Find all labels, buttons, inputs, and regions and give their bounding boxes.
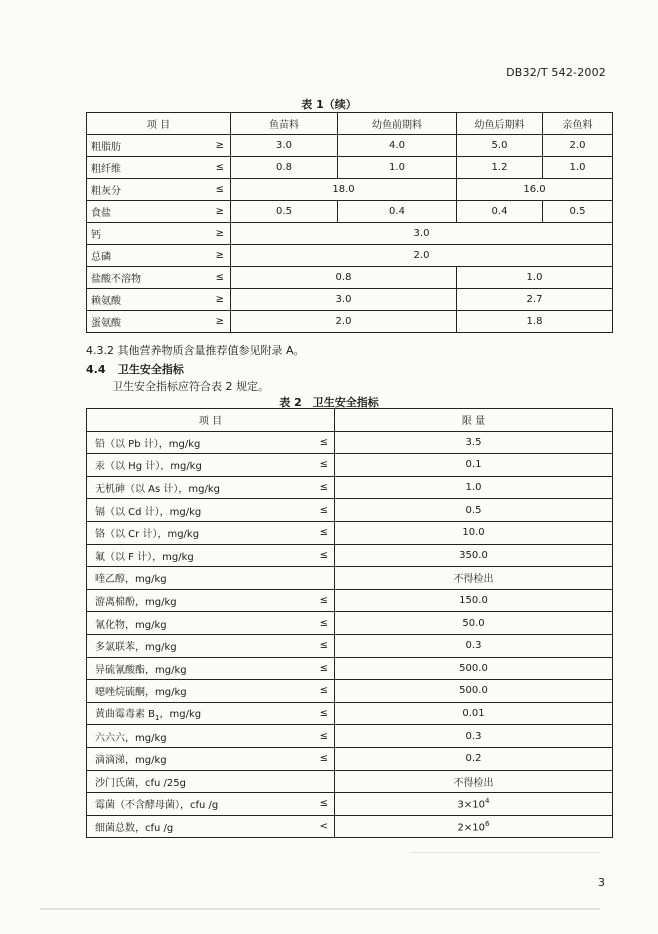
header-item: 项 目 <box>87 409 335 432</box>
table-row <box>87 157 613 179</box>
row-operator: ≤ <box>183 267 231 289</box>
limit-value: 500.0 <box>335 657 613 680</box>
page-number: 3 <box>598 876 605 889</box>
table2-caption: 表 2 卫生安全指标 <box>279 396 379 409</box>
row-label: 六六六，mg/kg <box>87 725 287 748</box>
label-unit: ，mg/kg <box>159 709 202 721</box>
safety-limits-table <box>86 408 613 838</box>
table-row <box>87 815 613 838</box>
table-row <box>87 589 613 612</box>
value-cell: 2.0 <box>231 245 613 267</box>
row-operator <box>287 770 335 793</box>
table-row <box>87 770 613 793</box>
row-operator: ≤ <box>287 521 335 544</box>
table-row <box>87 201 613 223</box>
table-row <box>87 544 613 567</box>
value-cell: 2.0 <box>231 311 457 333</box>
limit-value: 1.0 <box>335 476 613 499</box>
row-operator: ≤ <box>183 179 231 201</box>
value-cell: 1.2 <box>457 157 543 179</box>
limit-value <box>335 793 613 816</box>
limit-value: 不得检出 <box>335 770 613 793</box>
row-label: 盐酸不溶物 <box>87 267 183 289</box>
row-operator: ≤ <box>287 793 335 816</box>
row-operator: ≤ <box>287 680 335 703</box>
row-label: 铅（以 Pb 计），mg/kg <box>87 431 287 454</box>
scan-artifact <box>410 852 600 853</box>
row-label: 噁唑烷硫酮，mg/kg <box>87 680 287 703</box>
table-row <box>87 499 613 522</box>
value-cell: 1.0 <box>457 267 613 289</box>
row-operator: ≤ <box>287 544 335 567</box>
row-label: 游离棉酚，mg/kg <box>87 589 287 612</box>
table-row <box>87 135 613 157</box>
clause-4-3-2 <box>86 342 305 358</box>
row-operator: ≥ <box>183 311 231 333</box>
limit-value: 350.0 <box>335 544 613 567</box>
table-row <box>87 223 613 245</box>
value-cell: 0.4 <box>338 201 457 223</box>
nutrition-table <box>86 112 613 333</box>
document-number: DB32/T 542-2002 <box>506 66 606 79</box>
limit-value: 0.2 <box>335 747 613 770</box>
header-early-juvenile-feed: 幼鱼前期料 <box>338 113 457 135</box>
row-operator: ≤ <box>287 634 335 657</box>
table-row <box>87 612 613 635</box>
table-row <box>87 793 613 816</box>
row-label: 氟（以 F 计），mg/kg <box>87 544 287 567</box>
row-label: 粗灰分 <box>87 179 183 201</box>
value-cell: 18.0 <box>231 179 457 201</box>
limit-value: 150.0 <box>335 589 613 612</box>
row-label: 沙门氏菌，cfu /25g <box>87 770 287 793</box>
row-label: 总磷 <box>87 245 183 267</box>
value-exponent: 6 <box>485 819 490 828</box>
row-operator: ≥ <box>183 201 231 223</box>
table-row <box>87 725 613 748</box>
row-label: 粗纤维 <box>87 157 183 179</box>
row-operator: ≤ <box>287 589 335 612</box>
clause-number: 4.3.2 <box>86 344 114 357</box>
header-broodstock-feed: 亲鱼料 <box>543 113 613 135</box>
table-row <box>87 634 613 657</box>
row-operator: ≥ <box>183 223 231 245</box>
limit-value: 0.01 <box>335 702 613 725</box>
row-label: 铬（以 Cr 计），mg/kg <box>87 521 287 544</box>
row-label <box>87 702 287 725</box>
row-label: 汞（以 Hg 计），mg/kg <box>87 454 287 477</box>
label-subscript: 1 <box>155 714 160 723</box>
value-cell: 4.0 <box>338 135 457 157</box>
value-cell: 1.0 <box>543 157 613 179</box>
table-row <box>87 311 613 333</box>
limit-value: 0.3 <box>335 725 613 748</box>
row-operator: ≤ <box>287 612 335 635</box>
table-row <box>87 289 613 311</box>
limit-value: 0.5 <box>335 499 613 522</box>
limit-value <box>335 815 613 838</box>
clause-text: 其他营养物质含量推荐值参见附录 A。 <box>117 344 305 357</box>
row-label: 蛋氨酸 <box>87 311 183 333</box>
row-label: 喹乙醇，mg/kg <box>87 567 287 590</box>
row-label: 细菌总数，cfu /g <box>87 815 287 838</box>
header-item: 项 目 <box>87 113 231 135</box>
section-heading-4-4 <box>86 361 184 377</box>
intro-paragraph: 卫生安全指标应符合表 2 规定。 <box>112 380 269 393</box>
row-label: 钙 <box>87 223 183 245</box>
row-operator: < <box>287 815 335 838</box>
table-row <box>87 657 613 680</box>
value-cell: 3.0 <box>231 135 338 157</box>
value-base: 3×10 <box>457 799 485 811</box>
row-label: 氰化物，mg/kg <box>87 612 287 635</box>
value-base: 2×10 <box>457 822 485 834</box>
value-cell: 3.0 <box>231 289 457 311</box>
limit-value: 0.1 <box>335 454 613 477</box>
value-cell: 1.8 <box>457 311 613 333</box>
table-row <box>87 521 613 544</box>
header-fry-feed: 鱼苗料 <box>231 113 338 135</box>
row-label: 霉菌（不含酵母菌），cfu /g <box>87 793 287 816</box>
row-operator: ≤ <box>287 476 335 499</box>
row-label: 粗脂肪 <box>87 135 183 157</box>
table-row <box>87 680 613 703</box>
section-number: 4.4 <box>86 363 106 376</box>
row-label: 镉（以 Cd 计），mg/kg <box>87 499 287 522</box>
header-limit: 限 量 <box>335 409 613 432</box>
limit-value: 10.0 <box>335 521 613 544</box>
label-main: 黄曲霉毒素 B <box>95 709 156 721</box>
value-cell: 0.4 <box>457 201 543 223</box>
row-label: 食盐 <box>87 201 183 223</box>
row-operator <box>287 567 335 590</box>
table-row <box>87 476 613 499</box>
limit-value: 500.0 <box>335 680 613 703</box>
table-row <box>87 567 613 590</box>
table-header-row <box>87 409 613 432</box>
value-cell: 5.0 <box>457 135 543 157</box>
value-cell: 0.5 <box>543 201 613 223</box>
value-cell: 2.0 <box>543 135 613 157</box>
table-row <box>87 454 613 477</box>
value-cell: 0.8 <box>231 267 457 289</box>
limit-value: 不得检出 <box>335 567 613 590</box>
section-title: 卫生安全指标 <box>117 363 184 376</box>
limit-value: 50.0 <box>335 612 613 635</box>
table-row <box>87 267 613 289</box>
table-row <box>87 179 613 201</box>
value-exponent: 4 <box>485 797 490 806</box>
row-label: 滴滴涕，mg/kg <box>87 747 287 770</box>
table-row <box>87 747 613 770</box>
value-cell: 1.0 <box>338 157 457 179</box>
limit-value: 3.5 <box>335 431 613 454</box>
row-label: 无机砷（以 As 计），mg/kg <box>87 476 287 499</box>
row-operator: ≤ <box>287 431 335 454</box>
row-operator: ≤ <box>287 657 335 680</box>
table-row <box>87 431 613 454</box>
table-row <box>87 702 613 725</box>
row-operator: ≥ <box>183 289 231 311</box>
value-cell: 0.8 <box>231 157 338 179</box>
table-header-row <box>87 113 613 135</box>
value-cell: 0.5 <box>231 201 338 223</box>
row-operator: ≤ <box>287 747 335 770</box>
row-operator: ≤ <box>287 499 335 522</box>
row-operator: ≥ <box>183 135 231 157</box>
row-label: 多氯联苯，mg/kg <box>87 634 287 657</box>
table1-caption: 表 1（续） <box>301 98 357 111</box>
scan-artifact <box>40 908 600 910</box>
value-cell: 2.7 <box>457 289 613 311</box>
row-label: 赖氨酸 <box>87 289 183 311</box>
row-operator: ≤ <box>287 454 335 477</box>
header-late-juvenile-feed: 幼鱼后期料 <box>457 113 543 135</box>
row-operator: ≤ <box>287 702 335 725</box>
row-operator: ≥ <box>183 245 231 267</box>
row-operator: ≤ <box>287 725 335 748</box>
limit-value: 0.3 <box>335 634 613 657</box>
value-cell: 3.0 <box>231 223 613 245</box>
table-row <box>87 245 613 267</box>
row-operator: ≤ <box>183 157 231 179</box>
value-cell: 16.0 <box>457 179 613 201</box>
row-label: 异硫氰酸酯，mg/kg <box>87 657 287 680</box>
